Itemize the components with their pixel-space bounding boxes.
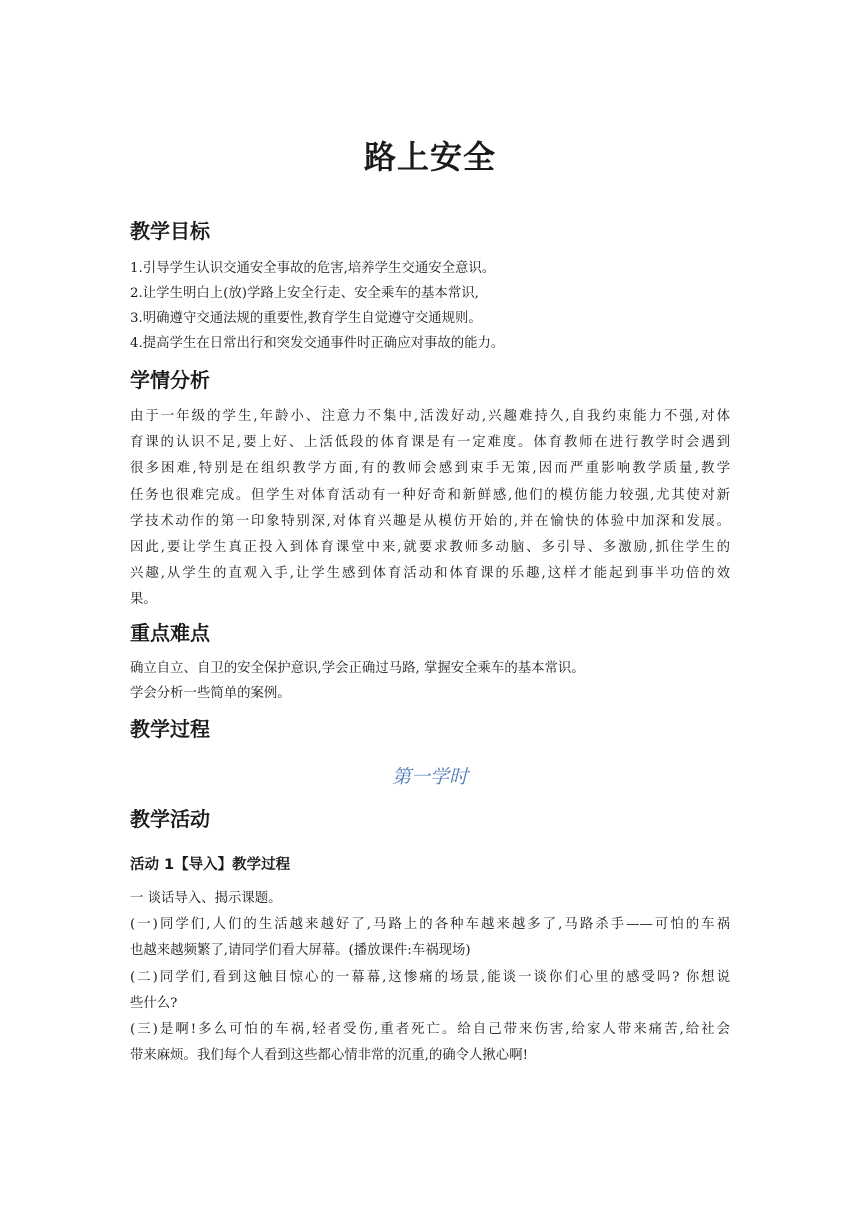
heading-key-points: 重点难点 [130,621,210,645]
analysis-line: 任务也很难完成。但学生对体育活动有一种好奇和新鲜感,他们的模仿能力较强,尤其使对新 [130,487,730,503]
objective-item: 3.明确遵守交通法规的重要性,教育学生自觉遵守交通规则。 [130,311,482,326]
key-point-item: 确立自立、自卫的安全保护意识,学会正确过马路, 掌握安全乘车的基本常识。 [130,661,585,676]
activity-line: (一)同学们,人们的生活越来越好了,马路上的各种车越来越多了,马路杀手——可怕的车祸 [130,917,730,933]
heading-activities: 教学活动 [130,807,210,831]
analysis-line: 学技术动作的第一印象特别深,对体育兴趣是从模仿开始的,并在愉快的体验中加深和发展。 [130,513,730,529]
analysis-line: 育课的认识不足,要上好、上活低段的体育课是有一定难度。体育教师在进行教学时会遇到 [130,435,730,451]
document-title: 路上安全 [363,138,496,176]
activity-title: 活动 1【导入】教学过程 [130,857,291,873]
analysis-line: 因此,要让学生真正投入到体育课堂中来,就要求教师多动脑、多引导、多激励,抓住学生的 [130,540,730,556]
activity-line: (三)是啊!多么可怕的车祸,轻者受伤,重者死亡。给自己带来伤害,给家人带来痛苦,给社会 [130,1022,730,1038]
key-points-list [130,656,730,706]
lesson-label: 第一学时 [391,766,468,788]
activity-line: 一 谈话导入、揭示课题。 [130,891,282,906]
objective-item: 2.让学生明白上(放)学路上安全行走、安全乘车的基本常识, [130,286,479,301]
activity-line: (二)同学们,看到这触目惊心的一幕幕,这惨痛的场景,能谈一谈你们心里的感受吗? 你想说 [130,969,730,985]
analysis-line: 由于一年级的学生,年龄小、注意力不集中,活泼好动,兴趣难持久,自我约束能力不强,对体 [130,409,730,424]
analysis-line: 兴趣,从学生的直观入手,让学生感到体育活动和体育课的乐趣,这样才能起到事半功倍的效 [130,566,730,582]
objectives-list [130,256,730,356]
key-point-item: 学会分析一些简单的案例。 [130,686,291,701]
objective-item: 1.引导学生认识交通安全事故的危害,培养学生交通安全意识。 [130,261,496,276]
activity-line: 也越来越频繁了,请同学们看大屏幕。(播放课件:车祸现场) [130,943,471,959]
analysis-paragraph [130,404,730,614]
heading-process: 教学过程 [130,717,210,741]
activity-line: 带来麻烦。我们每个人看到这些都心情非常的沉重,的确令人揪心啊! [130,1048,528,1064]
heading-objectives: 教学目标 [130,219,210,243]
activity-paragraph [130,886,730,1069]
analysis-line: 很多困难,特别是在组织教学方面,有的教师会感到束手无策,因而严重影响教学质量,教学 [130,461,730,477]
analysis-line: 果。 [130,592,157,608]
activity-line: 些什么? [130,995,178,1011]
objective-item: 4.提高学生在日常出行和突发交通事件时正确应对事故的能力。 [130,336,505,351]
heading-analysis: 学情分析 [130,368,210,392]
